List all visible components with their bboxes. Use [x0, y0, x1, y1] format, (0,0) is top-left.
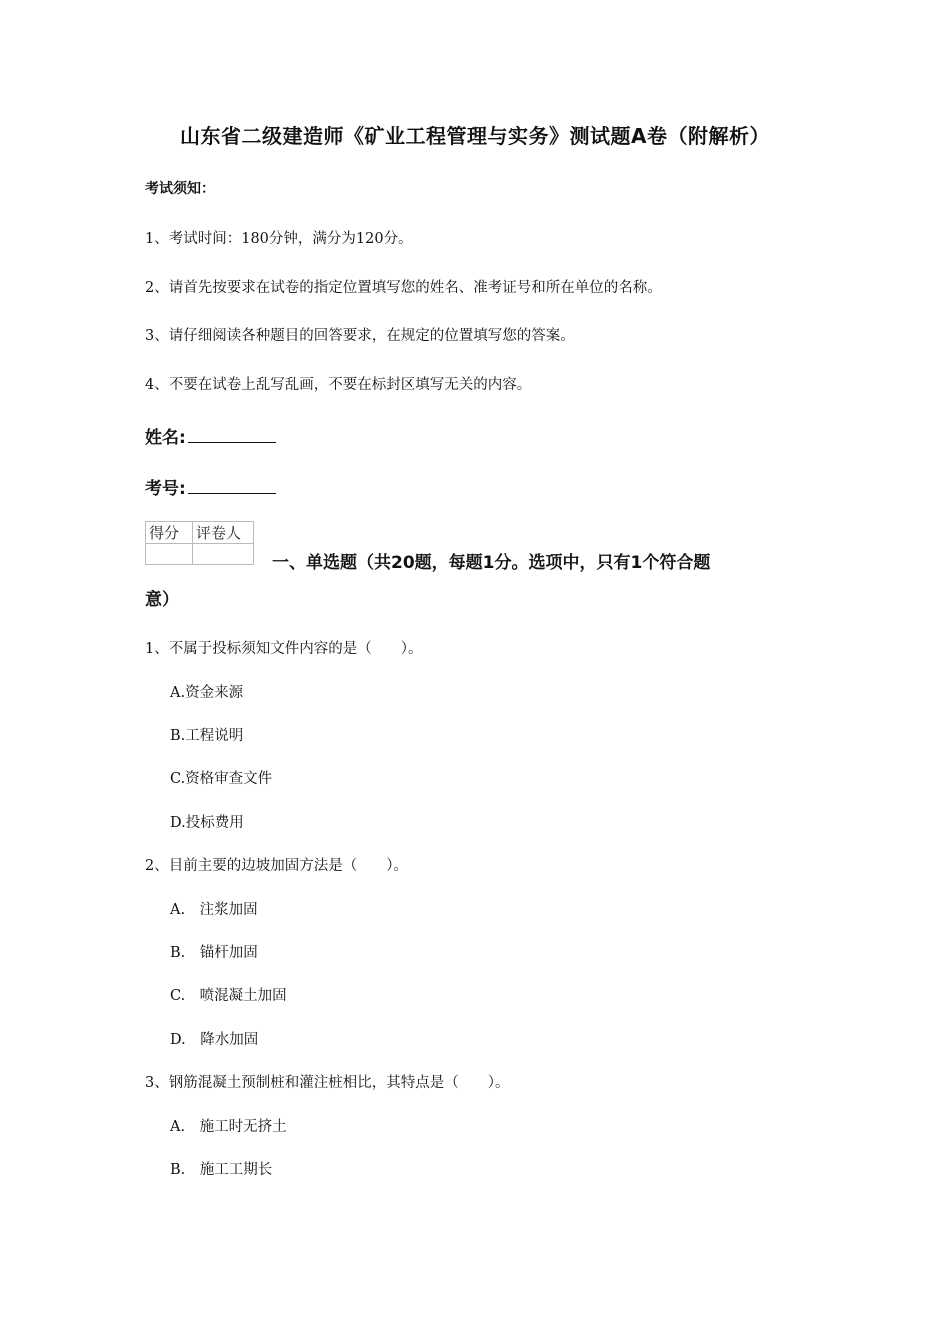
option-2b[interactable]: B. 锚杆加固: [170, 945, 258, 961]
id-label: 考号:: [145, 479, 186, 499]
notice-item: 1、考试时间：180分钟，满分为120分。: [145, 231, 413, 247]
notice-heading: 考试须知：: [145, 181, 215, 197]
score-header: 得分: [146, 522, 193, 544]
score-cell[interactable]: [146, 544, 193, 565]
name-blank[interactable]: [188, 426, 276, 443]
notice-item: 4、不要在试卷上乱写乱画，不要在标封区填写无关的内容。: [145, 377, 532, 393]
option-3a[interactable]: A. 施工时无挤土: [170, 1119, 287, 1135]
option-1c[interactable]: C.资格审查文件: [170, 771, 273, 787]
question-1: 1、不属于投标须知文件内容的是（ ）。: [145, 641, 423, 657]
name-label: 姓名:: [145, 428, 186, 448]
score-table: [145, 521, 254, 565]
option-1a[interactable]: A.资金来源: [170, 685, 244, 701]
id-field: [145, 474, 276, 499]
notice-item: 2、请首先按要求在试卷的指定位置填写您的姓名、准考证号和所在单位的名称。: [145, 280, 662, 296]
grader-cell[interactable]: [193, 544, 254, 565]
option-2d[interactable]: D. 降水加固: [170, 1032, 259, 1048]
id-blank[interactable]: [188, 477, 276, 494]
option-2a[interactable]: A. 注浆加固: [170, 902, 258, 918]
option-3b[interactable]: B. 施工工期长: [170, 1162, 273, 1178]
grader-header: 评卷人: [193, 522, 254, 544]
option-2c[interactable]: C. 喷混凝土加固: [170, 988, 287, 1004]
name-field: [145, 423, 276, 448]
question-2: 2、目前主要的边坡加固方法是（ ）。: [145, 858, 408, 874]
option-1d[interactable]: D.投标费用: [170, 815, 244, 831]
question-3: 3、钢筋混凝土预制桩和灌注桩相比，其特点是（ ）。: [145, 1075, 510, 1091]
page-title: 山东省二级建造师《矿业工程管理与实务》测试题A卷（附解析）: [180, 124, 770, 148]
option-1b[interactable]: B.工程说明: [170, 728, 244, 744]
section-title-continued: 意）: [145, 590, 179, 610]
section-title: 一、单选题（共20题，每题1分。选项中，只有1个符合题: [272, 553, 711, 573]
notice-item: 3、请仔细阅读各种题目的回答要求，在规定的位置填写您的答案。: [145, 328, 575, 344]
